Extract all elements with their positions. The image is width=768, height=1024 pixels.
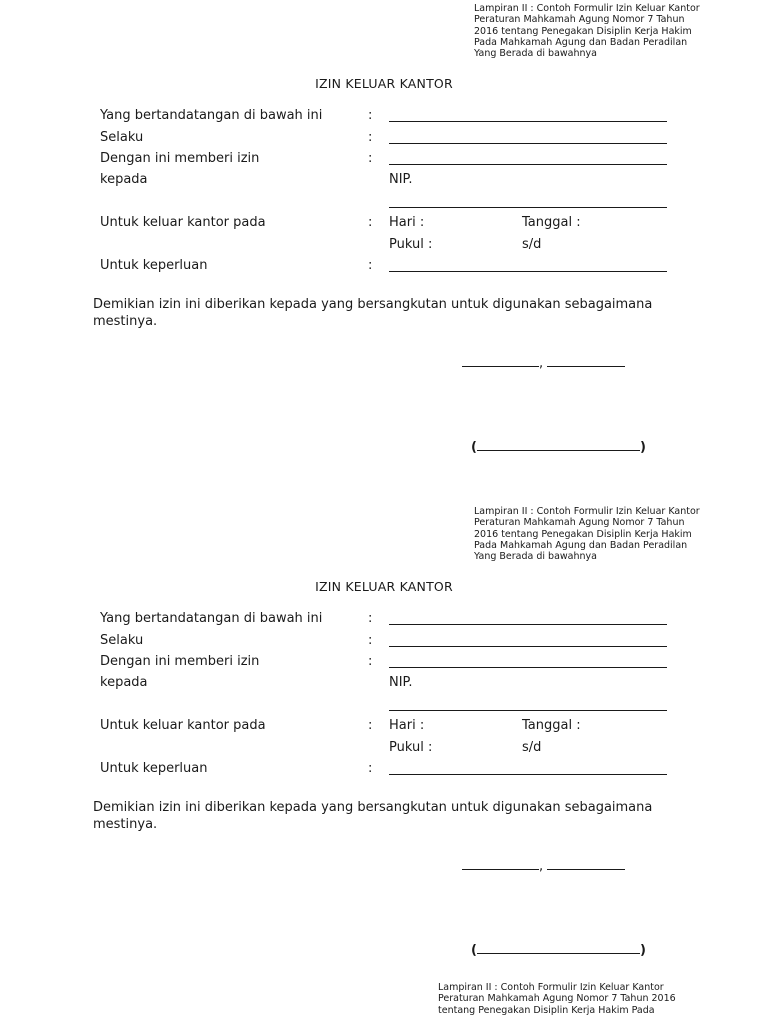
purpose-blank-line — [389, 761, 667, 775]
date-blank — [547, 355, 625, 367]
signature-blank — [477, 941, 640, 954]
place-date-line — [462, 858, 625, 874]
form-title: IZIN KELUAR KANTOR — [315, 76, 453, 91]
hour-label: Pukul : — [389, 237, 433, 252]
date-label: Tanggal : — [522, 215, 581, 230]
open-paren: ( — [471, 440, 477, 455]
colon: : — [368, 130, 373, 145]
until-label: s/d — [522, 237, 542, 252]
place-blank — [462, 355, 539, 367]
colon: : — [368, 761, 373, 776]
signer-blank-line — [389, 611, 667, 625]
signature-name-line — [471, 438, 646, 455]
attachment-note: Lampiran II : Contoh Formulir Izin Keluar Kantor Peraturan Mahkamah Agung Nomor 7 Tahun 2016 tentang Penegakan Disiplin Kerja Hakim Pada Mahkamah Agung dan Badan Peradilan Yang Berada di bawahnya — [474, 506, 700, 563]
colon: : — [368, 108, 373, 123]
colon: : — [368, 258, 373, 273]
day-label: Hari : — [389, 718, 425, 733]
grantee-blank-line — [389, 654, 667, 668]
colon: : — [368, 611, 373, 626]
nip-blank-line — [389, 697, 667, 711]
grant-label: Dengan ini memberi izin — [100, 151, 260, 166]
leave-time-label: Untuk keluar kantor pada — [100, 215, 266, 230]
colon: : — [368, 215, 373, 230]
footer-attachment-note: Lampiran II : Contoh Formulir Izin Keluar Kantor Peraturan Mahkamah Agung Nomor 7 Tahun 2016 tentang Penegakan Disiplin Kerja Hakim Pada — [438, 982, 676, 1016]
closing-statement: Demikian izin ini diberikan kepada yang bersangkutan untuk digunakan sebagaimana mestinya. — [93, 297, 653, 329]
colon: : — [368, 633, 373, 648]
position-blank-line — [389, 633, 667, 647]
date-label: Tanggal : — [522, 718, 581, 733]
date-separator: , — [539, 356, 544, 371]
until-label: s/d — [522, 740, 542, 755]
to-label: kepada — [100, 675, 148, 690]
purpose-label: Untuk keperluan — [100, 258, 208, 273]
day-label: Hari : — [389, 215, 425, 230]
to-label: kepada — [100, 172, 148, 187]
leave-time-label: Untuk keluar kantor pada — [100, 718, 266, 733]
grantee-blank-line — [389, 151, 667, 165]
signature-name-line — [471, 941, 646, 958]
nip-label: NIP. — [389, 675, 413, 690]
purpose-label: Untuk keperluan — [100, 761, 208, 776]
form-title: IZIN KELUAR KANTOR — [315, 579, 453, 594]
position-blank-line — [389, 130, 667, 144]
signature-blank — [477, 438, 640, 451]
date-blank — [547, 858, 625, 870]
open-paren: ( — [471, 943, 477, 958]
close-paren: ) — [639, 943, 646, 958]
colon: : — [368, 151, 373, 166]
nip-label: NIP. — [389, 172, 413, 187]
closing-statement: Demikian izin ini diberikan kepada yang bersangkutan untuk digunakan sebagaimana mestinya. — [93, 800, 653, 832]
close-paren: ) — [639, 440, 646, 455]
signer-blank-line — [389, 108, 667, 122]
signer-label: Yang bertandatangan di bawah ini — [100, 611, 323, 626]
nip-blank-line — [389, 194, 667, 208]
date-separator: , — [539, 859, 544, 874]
colon: : — [368, 654, 373, 669]
attachment-note: Lampiran II : Contoh Formulir Izin Keluar Kantor Peraturan Mahkamah Agung Nomor 7 Tahun 2016 tentang Penegakan Disiplin Kerja Hakim Pada Mahkamah Agung dan Badan Peradilan Yang Berada di bawahnya — [474, 3, 700, 60]
purpose-blank-line — [389, 258, 667, 272]
position-label: Selaku — [100, 633, 144, 648]
hour-label: Pukul : — [389, 740, 433, 755]
signer-label: Yang bertandatangan di bawah ini — [100, 108, 323, 123]
place-blank — [462, 858, 539, 870]
place-date-line — [462, 355, 625, 371]
grant-label: Dengan ini memberi izin — [100, 654, 260, 669]
position-label: Selaku — [100, 130, 144, 145]
colon: : — [368, 718, 373, 733]
